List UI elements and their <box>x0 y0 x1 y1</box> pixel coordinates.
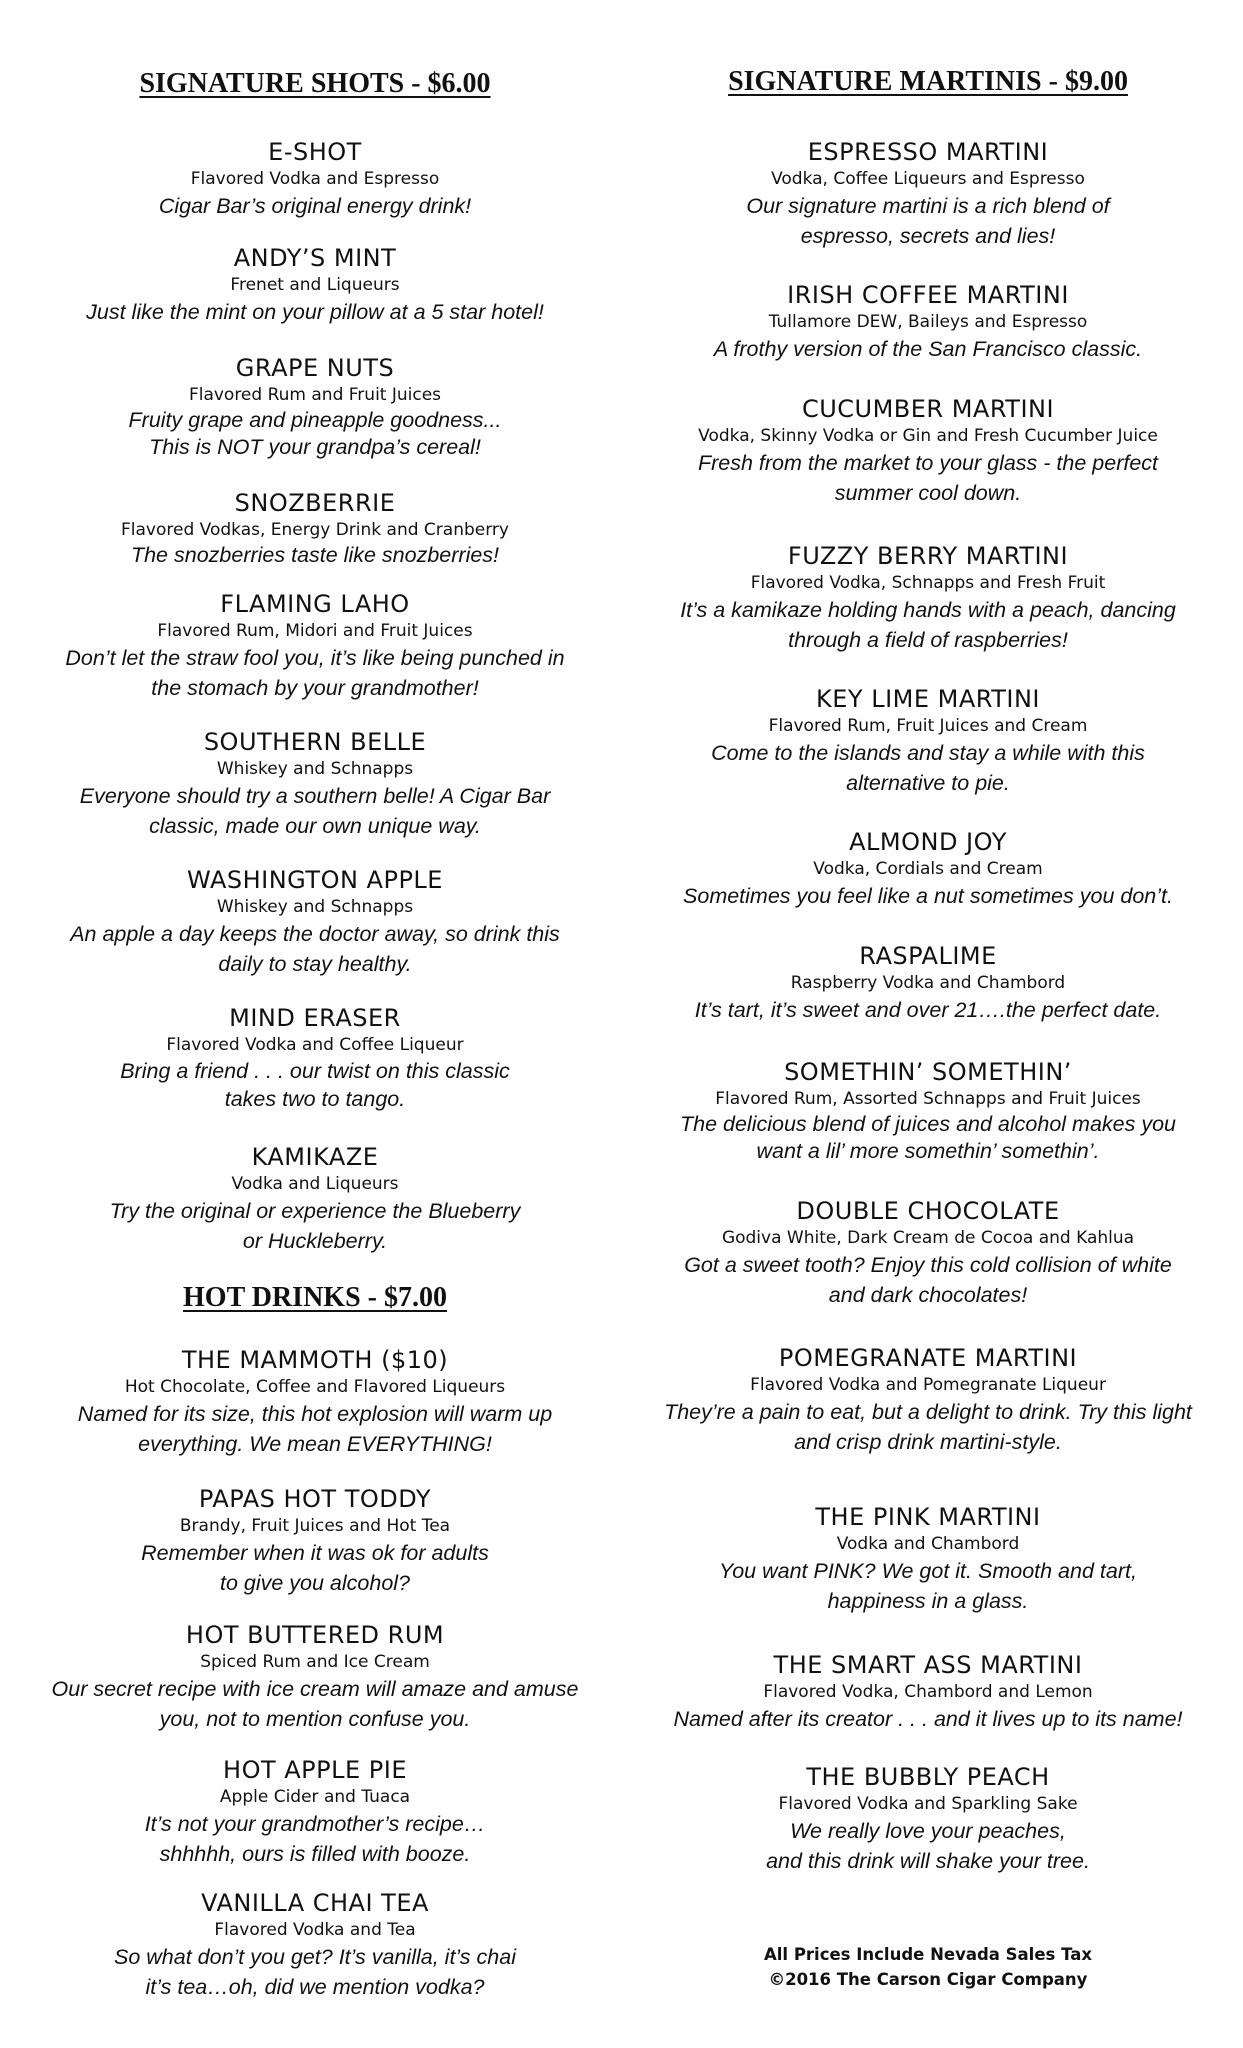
item-description: Don’t let the straw fool you, it’s like being punched in the stomach by your grandmother! <box>65 646 565 700</box>
item-ingredients: Flavored Rum and Fruit Juices <box>188 385 442 405</box>
item-description: It’s tart, it’s sweet and over 21….the perfect date. <box>694 998 1162 1022</box>
item-name: SOMETHIN’ SOMETHIN’ <box>784 1058 1072 1086</box>
item-ingredients: Godiva White, Dark Cream de Cocoa and Kahlua <box>721 1228 1135 1248</box>
menu-item <box>15 1620 615 1734</box>
item-description: It’s not your grandmother’s recipe… shhhhh, ours is filled with booze. <box>144 1812 486 1866</box>
menu-item <box>628 1650 1228 1734</box>
item-ingredients: Vodka, Skinny Vodka or Gin and Fresh Cucumber Juice <box>698 426 1158 446</box>
item-ingredients: Flavored Vodka, Chambord and Lemon <box>763 1682 1093 1702</box>
item-ingredients: Flavored Rum, Midori and Fruit Juices <box>157 621 473 641</box>
menu-item <box>15 1888 615 2002</box>
item-name: THE BUBBLY PEACH <box>806 1763 1050 1791</box>
item-ingredients: Flavored Vodka and Sparkling Sake <box>778 1794 1078 1814</box>
item-name: ALMOND JOY <box>849 828 1007 856</box>
item-name: WASHINGTON APPLE <box>187 866 443 894</box>
menu-item <box>628 827 1228 911</box>
item-ingredients: Vodka and Liqueurs <box>231 1174 399 1194</box>
hot-drinks-heading: HOT DRINKS - $7.00 <box>183 1282 447 1313</box>
item-ingredients: Flavored Vodka, Schnapps and Fresh Fruit <box>750 573 1106 593</box>
item-description: Named after its creator . . . and it lives up to its name! <box>673 1707 1183 1731</box>
menu-item <box>15 1755 615 1869</box>
item-description: Remember when it was ok for adults to give you alcohol? <box>141 1541 489 1595</box>
item-ingredients: Flavored Rum, Assorted Schnapps and Fruit Juices <box>715 1089 1141 1109</box>
menu-item <box>15 353 615 461</box>
menu-item <box>15 865 615 979</box>
item-description: We really love your peaches, and this drink will shake your tree. <box>766 1819 1090 1873</box>
menu-item <box>628 1057 1228 1165</box>
item-description: An apple a day keeps the doctor away, so drink this daily to stay healthy. <box>70 922 560 976</box>
item-description: Try the original or experience the Blueberry or Huckleberry. <box>109 1199 521 1253</box>
menu-item <box>15 243 615 327</box>
item-ingredients: Tullamore DEW, Baileys and Espresso <box>768 312 1088 332</box>
item-ingredients: Flavored Vodka and Pomegranate Liqueur <box>750 1375 1106 1395</box>
item-name: MIND ERASER <box>229 1004 401 1032</box>
item-name: PAPAS HOT TODDY <box>198 1485 432 1513</box>
item-ingredients: Spiced Rum and Ice Cream <box>200 1652 430 1672</box>
item-name: SOUTHERN BELLE <box>203 728 427 756</box>
item-name: ESPRESSO MARTINI <box>807 138 1049 166</box>
item-description: Cigar Bar’s original energy drink! <box>158 194 472 218</box>
menu-item <box>15 727 615 841</box>
menu-item <box>15 1484 615 1598</box>
copyright-note: ©2016 The Carson Cigar Company <box>768 1970 1088 1989</box>
item-description: So what don’t you get? It’s vanilla, it’s chai it’s tea…oh, did we mention vodka? <box>114 1945 516 1999</box>
item-name: FLAMING LAHO <box>220 590 410 618</box>
footer <box>628 1942 1228 1992</box>
menu-item <box>628 394 1228 508</box>
item-name: DOUBLE CHOCOLATE <box>796 1197 1060 1225</box>
item-name: FUZZY BERRY MARTINI <box>787 542 1069 570</box>
item-description: Everyone should try a southern belle! A Cigar Bar classic, made our own unique way. <box>79 784 551 838</box>
menu-item <box>15 1142 615 1256</box>
item-name: VANILLA CHAI TEA <box>201 1889 429 1917</box>
menu-item <box>15 589 615 703</box>
item-name: POMEGRANATE MARTINI <box>778 1344 1078 1372</box>
item-name: CUCUMBER MARTINI <box>801 395 1055 423</box>
menu-item <box>628 541 1228 655</box>
item-name: THE PINK MARTINI <box>815 1503 1041 1531</box>
item-description: Got a sweet tooth? Enjoy this cold collision of white and dark chocolates! <box>684 1253 1172 1307</box>
menu-item <box>15 1003 615 1113</box>
item-ingredients: Flavored Vodka and Tea <box>214 1920 416 1940</box>
item-name: KAMIKAZE <box>251 1143 379 1171</box>
signature-martinis-heading: SIGNATURE MARTINIS - $9.00 <box>728 66 1128 97</box>
item-description: The snozberries taste like snozberries! <box>130 543 500 567</box>
menu-item <box>15 137 615 221</box>
item-name: IRISH COFFEE MARTINI <box>787 281 1069 309</box>
item-ingredients: Flavored Vodkas, Energy Drink and Cranberry <box>121 520 509 540</box>
menu-item <box>628 1343 1228 1457</box>
item-name: HOT BUTTERED RUM <box>185 1621 445 1649</box>
item-name: E-SHOT <box>268 138 362 166</box>
item-ingredients: Vodka, Coffee Liqueurs and Espresso <box>771 169 1085 189</box>
menu-item <box>628 941 1228 1025</box>
item-ingredients: Hot Chocolate, Coffee and Flavored Liqueurs <box>124 1377 506 1397</box>
item-description: Bring a friend . . . our twist on this classic takes two to tango. <box>120 1059 510 1111</box>
item-ingredients: Apple Cider and Tuaca <box>219 1787 411 1807</box>
item-description: Fresh from the market to your glass - the perfect summer cool down. <box>697 451 1159 505</box>
menu-item <box>628 137 1228 251</box>
item-ingredients: Flavored Vodka and Coffee Liqueur <box>166 1035 464 1055</box>
item-ingredients: Flavored Rum, Fruit Juices and Cream <box>768 716 1088 736</box>
item-name: SNOZBERRIE <box>234 489 396 517</box>
item-description: Sometimes you feel like a nut sometimes you don’t. <box>683 884 1173 908</box>
item-ingredients: Brandy, Fruit Juices and Hot Tea <box>179 1516 451 1536</box>
item-ingredients: Vodka, Cordials and Cream <box>813 859 1043 879</box>
item-name: KEY LIME MARTINI <box>816 685 1040 713</box>
item-name: THE MAMMOTH ($10) <box>181 1346 449 1374</box>
item-name: ANDY’S MINT <box>233 244 397 272</box>
item-name: GRAPE NUTS <box>235 354 395 382</box>
menu-item <box>628 1196 1228 1310</box>
item-name: HOT APPLE PIE <box>223 1756 407 1784</box>
item-ingredients: Flavored Vodka and Espresso <box>190 169 440 189</box>
menu-item <box>628 684 1228 798</box>
item-description: You want PINK? We got it. Smooth and tart, happiness in a glass. <box>719 1559 1137 1613</box>
item-ingredients: Frenet and Liqueurs <box>230 275 400 295</box>
item-description: It’s a kamikaze holding hands with a peach, dancing through a field of raspberries! <box>680 598 1176 652</box>
item-description: They’re a pain to eat, but a delight to drink. Try this light and crisp drink martini-style. <box>664 1400 1192 1454</box>
item-ingredients: Whiskey and Schnapps <box>216 897 414 917</box>
item-description: Our secret recipe with ice cream will amaze and amuse you, not to mention confuse you. <box>51 1677 579 1731</box>
menu-item <box>628 1502 1228 1616</box>
item-description: Fruity grape and pineapple goodness... This is NOT your grandpa’s cereal! <box>128 408 502 459</box>
menu-item <box>628 280 1228 364</box>
item-description: Just like the mint on your pillow at a 5 star hotel! <box>86 300 544 324</box>
menu-item <box>15 488 615 568</box>
item-name: THE SMART ASS MARTINI <box>773 1651 1083 1679</box>
item-description: A frothy version of the San Francisco classic. <box>713 337 1143 361</box>
item-ingredients: Whiskey and Schnapps <box>216 759 414 779</box>
item-ingredients: Vodka and Chambord <box>836 1534 1020 1554</box>
menu-item <box>628 1762 1228 1876</box>
item-description: Our signature martini is a rich blend of espresso, secrets and lies! <box>746 194 1110 248</box>
item-description: The delicious blend of juices and alcohol makes you want a lil’ more somethin’ somethin’. <box>680 1112 1176 1163</box>
item-description: Come to the islands and stay a while with this alternative to pie. <box>711 741 1145 795</box>
signature-shots-heading: SIGNATURE SHOTS - $6.00 <box>139 68 491 99</box>
item-description: Named for its size, this hot explosion will warm up everything. We mean EVERYTHING! <box>77 1402 553 1456</box>
sales-tax-note: All Prices Include Nevada Sales Tax <box>764 1945 1092 1964</box>
item-ingredients: Raspberry Vodka and Chambord <box>790 973 1066 993</box>
menu-item <box>15 1345 615 1459</box>
item-name: RASPALIME <box>859 942 997 970</box>
